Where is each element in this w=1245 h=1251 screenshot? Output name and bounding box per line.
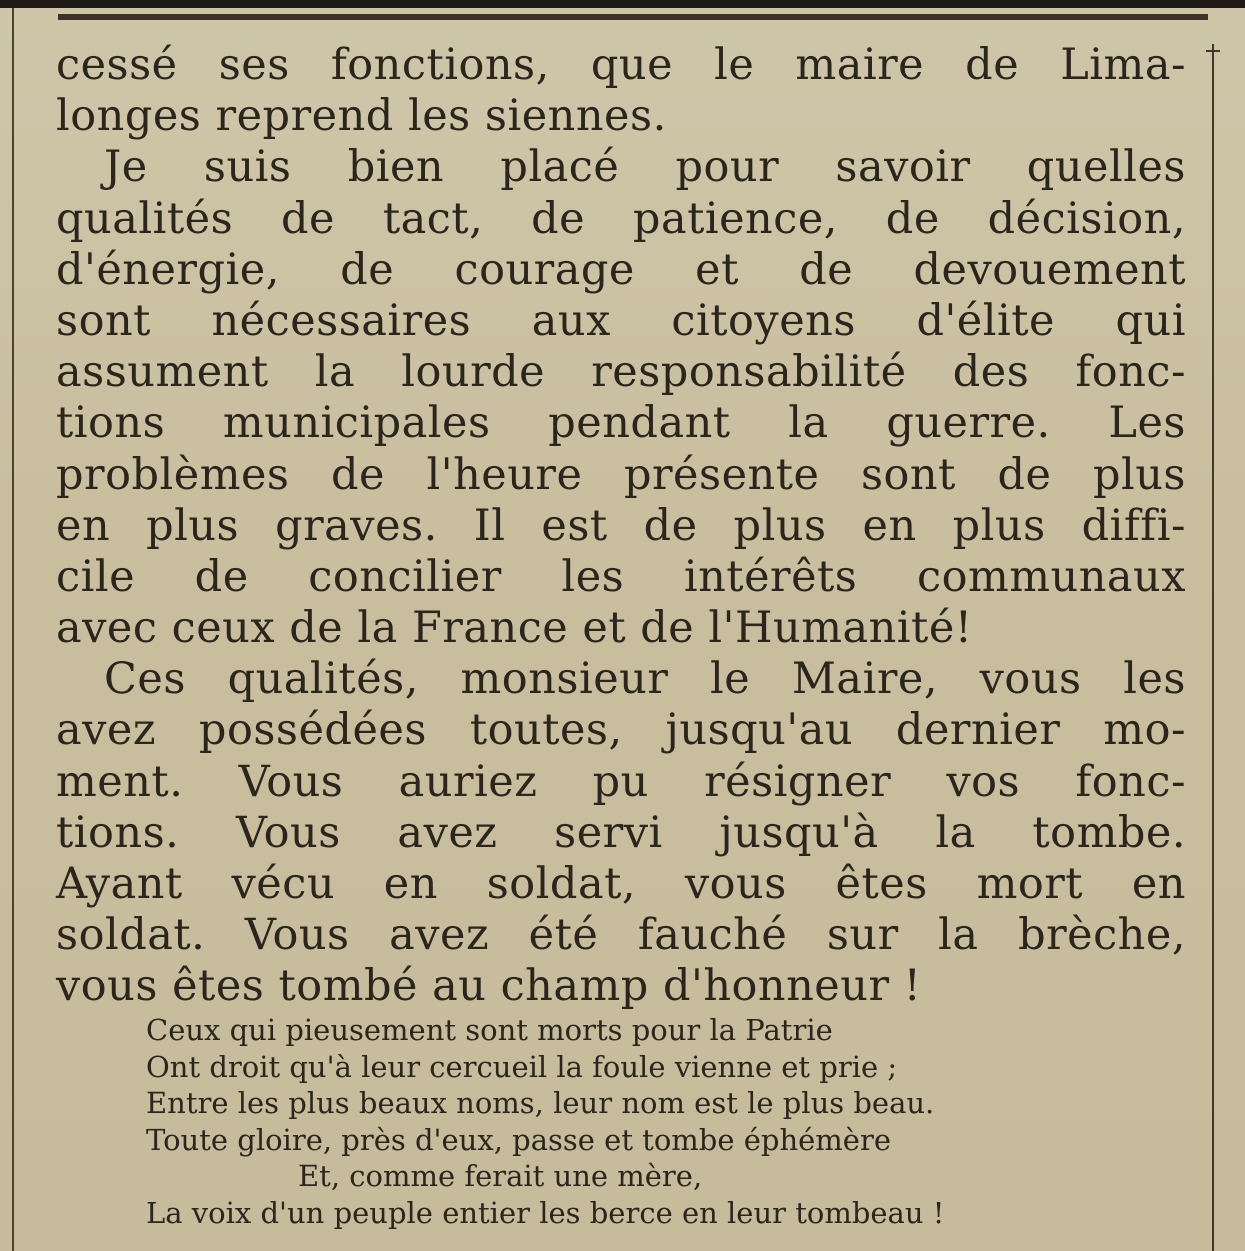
prose-line-2: longes reprend les siennes. — [56, 91, 667, 142]
prose-line-15: ment. Vous auriez pu résigner vos fonc- — [56, 756, 1186, 807]
right-column-rule — [1212, 44, 1214, 1251]
prose-line-4: qualités de tact, de patience, de décision, — [56, 193, 1186, 244]
prose-line-14: avez possédées toutes, jusqu'au dernier mo- — [56, 705, 1186, 756]
verse-line-3: Entre les plus beaux noms, leur nom est le plus beau. — [146, 1086, 935, 1121]
verse-line-5: Et, comme ferait une mère, — [298, 1159, 703, 1194]
prose-line-7: assument la lourde responsabilité des fonc- — [56, 347, 1186, 398]
prose-line-12: avec ceux de la France et de l'Humanité! — [56, 603, 973, 654]
verse-line-6: La voix d'un peuple entier les berce en leur tombeau ! — [146, 1195, 945, 1230]
left-column-rule — [12, 8, 14, 1251]
prose-line-8: tions municipales pendant la guerre. Les — [56, 398, 1186, 449]
right-rule-tick — [1206, 50, 1220, 52]
prose-line-10: en plus graves. Il est de plus en plus diffi- — [56, 500, 1186, 551]
prose-line-19: vous êtes tombé au champ d'honneur ! — [56, 961, 922, 1012]
poem-verse — [146, 1012, 1146, 1232]
prose-line-18: soldat. Vous avez été fauché sur la brèche, — [56, 910, 1186, 961]
verse-line-4: Toute gloire, près d'eux, passe et tombe éphémère — [146, 1122, 891, 1157]
prose-line-16: tions. Vous avez servi jusqu'à la tombe. — [56, 807, 1186, 858]
verse-line-2: Ont droit qu'à leur cercueil la foule vienne et prie ; — [146, 1049, 898, 1084]
window-top-edge — [0, 0, 1245, 8]
prose-line-3: Je suis bien placé pour savoir quelles — [104, 142, 1186, 193]
prose-line-13: Ces qualités, monsieur le Maire, vous les — [104, 654, 1186, 705]
verse-line-1: Ceux qui pieusement sont morts pour la Patrie — [146, 1013, 833, 1047]
prose-line-11: cile de concilier les intérêts communaux — [56, 551, 1186, 602]
prose-line-6: sont nécessaires aux citoyens d'élite qui — [56, 295, 1186, 346]
prose-line-17: Ayant vécu en soldat, vous êtes mort en — [56, 859, 1186, 909]
prose-line-1: cessé ses fonctions, que le maire de Lima- — [56, 40, 1186, 90]
column-top-rule — [58, 14, 1208, 20]
article-prose — [56, 40, 1186, 1013]
prose-line-9: problèmes de l'heure présente sont de plus — [56, 449, 1186, 500]
prose-line-5: d'énergie, de courage et de devouement — [56, 244, 1186, 295]
